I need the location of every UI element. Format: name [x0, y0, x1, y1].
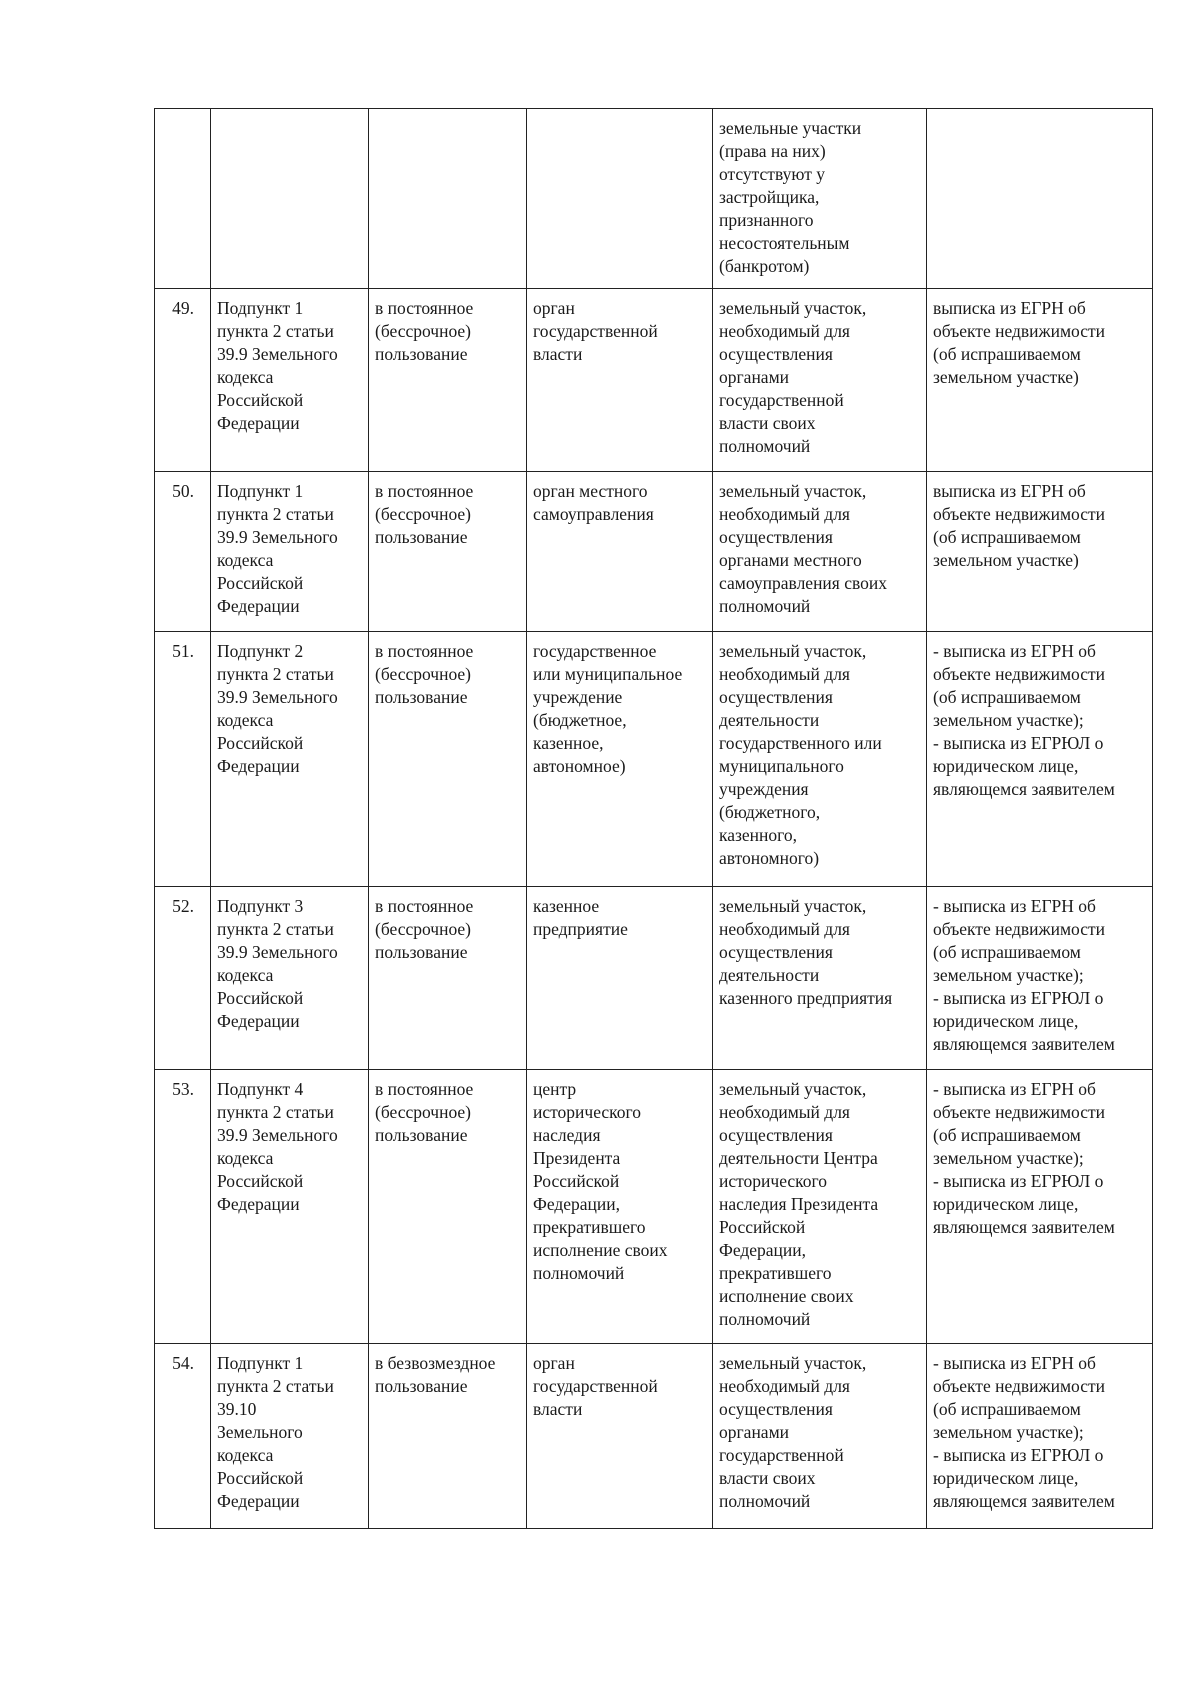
documents-cell: [927, 109, 1153, 289]
land-provision-table: [154, 108, 1153, 1529]
right-type-cell: в постоянное (бессрочное) пользование: [369, 632, 527, 887]
row-number-cell: 50.: [155, 472, 211, 632]
land-plot-cell: земельный участок, необходимый для осуществления деятельности Центра исторического наследия Президента Российской Федерации, прекратившего исполнение своих полномочий: [713, 1070, 927, 1344]
documents-cell: - выписка из ЕГРН об объекте недвижимости (об испрашиваемом земельном участке); - выписка из ЕГРЮЛ о юридическом лице, являющемся заявителем: [927, 887, 1153, 1070]
table-body: [155, 109, 1153, 1529]
documents-cell: выписка из ЕГРН об объекте недвижимости (об испрашиваемом земельном участке): [927, 472, 1153, 632]
table-row: [155, 472, 1153, 632]
table-row: [155, 109, 1153, 289]
legal-basis-cell: Подпункт 1 пункта 2 статьи 39.9 Земельного кодекса Российской Федерации: [211, 472, 369, 632]
row-number-cell: 52.: [155, 887, 211, 1070]
legal-basis-cell: Подпункт 4 пункта 2 статьи 39.9 Земельного кодекса Российской Федерации: [211, 1070, 369, 1344]
row-number-cell: [155, 109, 211, 289]
right-type-cell: [369, 109, 527, 289]
documents-cell: - выписка из ЕГРН об объекте недвижимости (об испрашиваемом земельном участке); - выписка из ЕГРЮЛ о юридическом лице, являющемся заявителем: [927, 1344, 1153, 1529]
documents-cell: выписка из ЕГРН об объекте недвижимости (об испрашиваемом земельном участке): [927, 289, 1153, 472]
land-plot-cell: земельный участок, необходимый для осуществления деятельности государственного или муниципального учреждения (бюджетного, казенного, автономного): [713, 632, 927, 887]
applicant-cell: [527, 109, 713, 289]
right-type-cell: в безвозмездное пользование: [369, 1344, 527, 1529]
land-plot-cell: земельные участки (права на них) отсутствуют у застройщика, признанного несостоятельным (банкротом): [713, 109, 927, 289]
table-row: [155, 632, 1153, 887]
applicant-cell: казенное предприятие: [527, 887, 713, 1070]
legal-basis-cell: Подпункт 3 пункта 2 статьи 39.9 Земельного кодекса Российской Федерации: [211, 887, 369, 1070]
table-row: [155, 887, 1153, 1070]
right-type-cell: в постоянное (бессрочное) пользование: [369, 887, 527, 1070]
land-plot-cell: земельный участок, необходимый для осуществления органами государственной власти своих полномочий: [713, 1344, 927, 1529]
row-number-cell: 53.: [155, 1070, 211, 1344]
right-type-cell: в постоянное (бессрочное) пользование: [369, 289, 527, 472]
applicant-cell: центр исторического наследия Президента Российской Федерации, прекратившего исполнение своих полномочий: [527, 1070, 713, 1344]
documents-cell: - выписка из ЕГРН об объекте недвижимости (об испрашиваемом земельном участке); - выписка из ЕГРЮЛ о юридическом лице, являющемся заявителем: [927, 1070, 1153, 1344]
land-plot-cell: земельный участок, необходимый для осуществления органами местного самоуправления своих полномочий: [713, 472, 927, 632]
row-number-cell: 49.: [155, 289, 211, 472]
table-row: [155, 1070, 1153, 1344]
legal-basis-cell: Подпункт 1 пункта 2 статьи 39.9 Земельного кодекса Российской Федерации: [211, 289, 369, 472]
legal-basis-cell: Подпункт 2 пункта 2 статьи 39.9 Земельного кодекса Российской Федерации: [211, 632, 369, 887]
land-plot-cell: земельный участок, необходимый для осуществления деятельности казенного предприятия: [713, 887, 927, 1070]
land-plot-cell: земельный участок, необходимый для осуществления органами государственной власти своих полномочий: [713, 289, 927, 472]
row-number-cell: 54.: [155, 1344, 211, 1529]
applicant-cell: орган государственной власти: [527, 289, 713, 472]
applicant-cell: государственное или муниципальное учреждение (бюджетное, казенное, автономное): [527, 632, 713, 887]
applicant-cell: орган государственной власти: [527, 1344, 713, 1529]
documents-cell: - выписка из ЕГРН об объекте недвижимости (об испрашиваемом земельном участке); - выписка из ЕГРЮЛ о юридическом лице, являющемся заявителем: [927, 632, 1153, 887]
row-number-cell: 51.: [155, 632, 211, 887]
table-row: [155, 1344, 1153, 1529]
applicant-cell: орган местного самоуправления: [527, 472, 713, 632]
right-type-cell: в постоянное (бессрочное) пользование: [369, 472, 527, 632]
table-row: [155, 289, 1153, 472]
legal-basis-cell: Подпункт 1 пункта 2 статьи 39.10 Земельного кодекса Российской Федерации: [211, 1344, 369, 1529]
legal-basis-cell: [211, 109, 369, 289]
right-type-cell: в постоянное (бессрочное) пользование: [369, 1070, 527, 1344]
